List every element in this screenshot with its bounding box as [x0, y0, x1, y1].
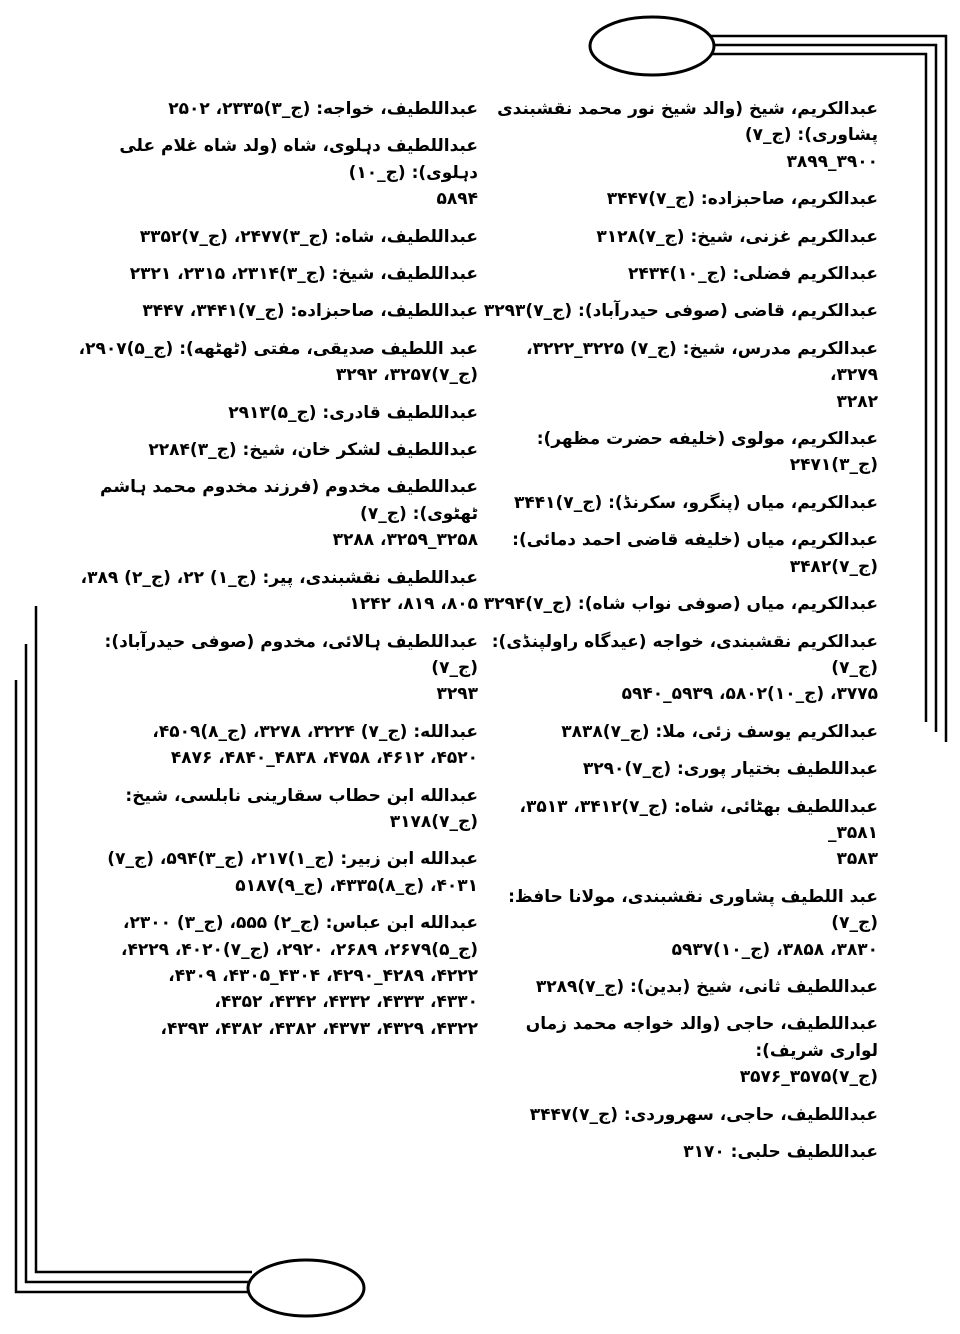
- entry-heading-line: عبدالكريم مدرس، شيخ: (ج_۷) ۳۲۲۵_۳۲۲۲، ۳۲۷۹،: [526, 338, 878, 386]
- entry-continuation-line: ۳۲۵۸_۳۲۵۹، ۳۲۸۸: [332, 530, 478, 551]
- entry-heading-line: عبداللطيف، شاه: (ج_۳)۲۴۷۷، (ج_۷)۳۳۵۲: [139, 226, 478, 247]
- index-entry: [478, 96, 878, 175]
- index-entry: [478, 1139, 878, 1165]
- entry-heading-line: عبد اللطيف صديقی، مفتی (ٹھٹھه): (ج_۵)۲۹۰۷،: [78, 338, 478, 359]
- entry-continuation-line: (ج_۷)۳۵۷۵_۳۵۷۶: [739, 1067, 878, 1088]
- index-entry: [478, 1011, 878, 1090]
- entry-continuation-line: ۳۵۸۳: [836, 849, 878, 870]
- index-entry: [74, 437, 478, 463]
- entry-heading-line: عبدالله ابن عباس: (ج_۲) ۵۵۵، (ج_۳) ۲۳۰۰،: [122, 913, 478, 934]
- entry-heading-line: عبداللطيف، حاجی، سهروردی: (ج_۷)۳۴۴۷: [529, 1104, 878, 1125]
- entry-heading-line: عبداللطيف حلبی: ۳۱۷۰: [683, 1142, 878, 1162]
- entry-heading-line: عبداللطيف ہالائی، مخدوم (صوفی حيدرآباد): (ج_۷): [104, 631, 478, 678]
- bottom-ornament-oval: [248, 1260, 364, 1316]
- entry-continuation-line: (ج_۷)۳۲۵۷، ۳۲۹۲: [335, 365, 478, 386]
- entry-heading-line: عبدالله ابن زبير: (ج_۱)۲۱۷، (ج_۳)۵۹۴، (ج_۷): [107, 849, 478, 870]
- index-entry: [478, 426, 878, 479]
- index-entry: [478, 794, 878, 873]
- entry-heading-line: عبداللطيف مخدوم (فرزند مخدوم محمد ہاشم ٹھٹوی): (ج_۷): [100, 477, 478, 524]
- entry-heading-line: عبدالكريم نقشبندی، خواجه (عيدگاه راولپنڈی): (ج_۷): [491, 631, 878, 678]
- entry-heading-line: عبداللطيف ثانی، شيخ (بدين): (ج_۷)۳۲۸۹: [535, 976, 878, 997]
- index-entry: [74, 336, 478, 389]
- entry-continuation-line: ۳۲۸۲: [836, 391, 878, 412]
- entry-heading-line: عبدالكريم غزنی، شيخ: (ج_۷)۳۱۲۸: [596, 226, 878, 247]
- index-entry: [478, 490, 878, 516]
- entry-heading-line: عبداللطيف بهٹائی، شاه: (ج_۷)۳۴۱۲، ۳۵۱۳، ۳۵۸۱_: [519, 796, 878, 843]
- entry-heading-line: عبدالكريم، مولوی (خليفه حضرت مظهر): (ج_۳)۲۴۷۱: [536, 429, 878, 476]
- index-entry: [478, 719, 878, 745]
- index-entry: [74, 298, 478, 324]
- entry-heading-line: عبدالكريم يوسف زئی، ملا: (ج_۷)۳۸۳۸: [561, 721, 878, 742]
- index-entry: [74, 224, 478, 250]
- entry-heading-line: عبدالكريم فضلی: (ج_۱۰)۲۴۳۴: [628, 264, 878, 285]
- entry-continuation-line: ۴۳۲۲، ۴۳۲۹، ۴۳۷۳، ۴۳۸۲، ۴۳۸۲، ۴۳۹۳،: [160, 1018, 478, 1039]
- index-entry: [478, 224, 878, 250]
- entry-heading-line: عبداللطيف لشكر خان، شيخ: (ج_۳)۲۲۸۴: [148, 440, 478, 461]
- entry-heading-line: عبداللطيف، صاحبزاده: (ج_۷)۳۴۴۱، ۳۴۴۷: [142, 301, 478, 322]
- entry-heading-line: عبدالكريم، شيخ (والد شيخ نور محمد نقشبندی پشاوری): (ج_۷): [497, 99, 878, 146]
- entry-heading-line: عبدالكريم، مياں (خليفه قاضی احمد دمائی): (ج_۷)۳۴۸۲: [512, 530, 878, 577]
- entry-heading-line: عبداللطيف، خواجه: (ج_۳)۲۳۳۵، ۲۵۰۲: [168, 99, 478, 119]
- entry-heading-line: عبداللطيف بختيار پوری: (ج_۷)۳۲۹۰: [582, 759, 878, 780]
- entry-heading-line: عبدالكريم، صاحبزاده: (ج_۷)۳۴۴۷: [606, 189, 878, 210]
- index-entry: [74, 783, 478, 836]
- index-entry: [478, 591, 878, 617]
- top-ornament-oval: [590, 17, 714, 75]
- entry-heading-line: عبدالله ابن حطاب سقارينی نابلسی، شيخ: (ج_۷)۳۱۷۸: [125, 785, 478, 832]
- entry-continuation-line: ۵۸۹۴: [436, 189, 478, 210]
- entry-heading-line: عبداللطيف، شيخ: (ج_۳)۲۳۱۴، ۲۳۱۵، ۲۳۲۱: [129, 264, 478, 285]
- entry-continuation-line: ۳۸۳۰، ۳۸۵۸، (ج_۱۰)۵۹۳۷: [671, 939, 878, 960]
- index-entry: [74, 400, 478, 426]
- entry-continuation-line: ۴۳۳۰، ۴۳۳۳، ۴۳۳۲، ۴۳۴۲، ۴۳۵۲،: [214, 992, 478, 1013]
- entry-continuation-line: ۳۷۷۵، (ج_۱۰)۵۸۰۲، ۵۹۳۹_۵۹۴۰: [621, 684, 878, 705]
- entry-heading-line: عبداللطيف دہلوی، شاه (ولد شاه غلام علی دہلوی): (ج_۱۰): [119, 136, 478, 183]
- entry-heading-line: عبد اللطيف پشاوری نقشبندی، مولانا حافظ: (ج_۷): [508, 886, 878, 934]
- entry-heading-line: عبداللطيف نقشبندی، پير: (ج_۱) ۲۲، (ج_۲) ۳۸۹،: [80, 567, 478, 588]
- index-entry: [478, 186, 878, 212]
- entry-continuation-line: ۴۲۲۲، ۴۲۸۹_۴۲۹۰، ۴۳۰۴_۴۳۰۵، ۴۳۰۹،: [168, 965, 478, 986]
- entry-continuation-line: ۳۹۰۰_۳۸۹۹: [786, 151, 878, 172]
- entry-heading-line: عبدالكريم، قاضی (صوفی حيدرآباد): (ج_۷)۳۲۹۳: [483, 301, 878, 322]
- index-entry: [74, 474, 478, 553]
- index-entry: [74, 261, 478, 287]
- entry-heading-line: عبدالكريم، مياں (صوفی نواب شاه): (ج_۷)۳۲۹۴: [483, 594, 878, 615]
- index-entry: [478, 974, 878, 1000]
- index-entry: [478, 527, 878, 580]
- index-entry: [478, 884, 878, 963]
- index-entry: [478, 261, 878, 287]
- index-entry: [74, 96, 478, 122]
- index-entry: [74, 133, 478, 212]
- index-entry: [478, 629, 878, 708]
- entry-continuation-line: ۳۲۹۳: [436, 684, 478, 705]
- index-column-right: [478, 96, 878, 1176]
- index-entry: [74, 565, 478, 618]
- index-entry: [74, 846, 478, 899]
- entry-heading-line: عبدالله: (ج_۷) ۳۲۲۴، ۳۲۷۸، (ج_۸)۴۵۰۹،: [152, 721, 478, 742]
- index-entry: [74, 719, 478, 772]
- index-entry: [478, 298, 878, 324]
- entry-heading-line: عبداللطيف، حاجی (والد خواجه محمد زماں لواری شريف):: [525, 1014, 878, 1061]
- index-column-left: [74, 96, 478, 1053]
- entry-continuation-line: ۸۰۵، ۸۱۹، ۱۲۴۲: [349, 594, 478, 615]
- entry-continuation-line: ۴۰۳۱، (ج_۸)۴۳۳۵، (ج_۹)۵۱۸۷: [235, 875, 478, 896]
- index-entry: [478, 756, 878, 782]
- index-entry: [478, 1102, 878, 1128]
- entry-heading-line: عبداللطيف قادری: (ج_۵)۲۹۱۳: [228, 402, 478, 423]
- index-entry: [478, 336, 878, 415]
- entry-continuation-line: (ج_۵)۲۶۷۹، ۲۶۸۹، ۲۹۲۰، (ج_۷)۴۰۲۰، ۴۲۲۹،: [121, 939, 478, 960]
- entry-continuation-line: ۴۵۲۰، ۴۶۱۲، ۴۷۵۸، ۴۸۳۸_۴۸۴۰، ۴۸۷۶: [170, 748, 478, 769]
- index-entry: [74, 629, 478, 708]
- index-entry: [74, 910, 478, 1042]
- entry-heading-line: عبدالكريم، مياں (پنگرو، سكرنڈ): (ج_۷)۳۴۴۱: [514, 492, 878, 513]
